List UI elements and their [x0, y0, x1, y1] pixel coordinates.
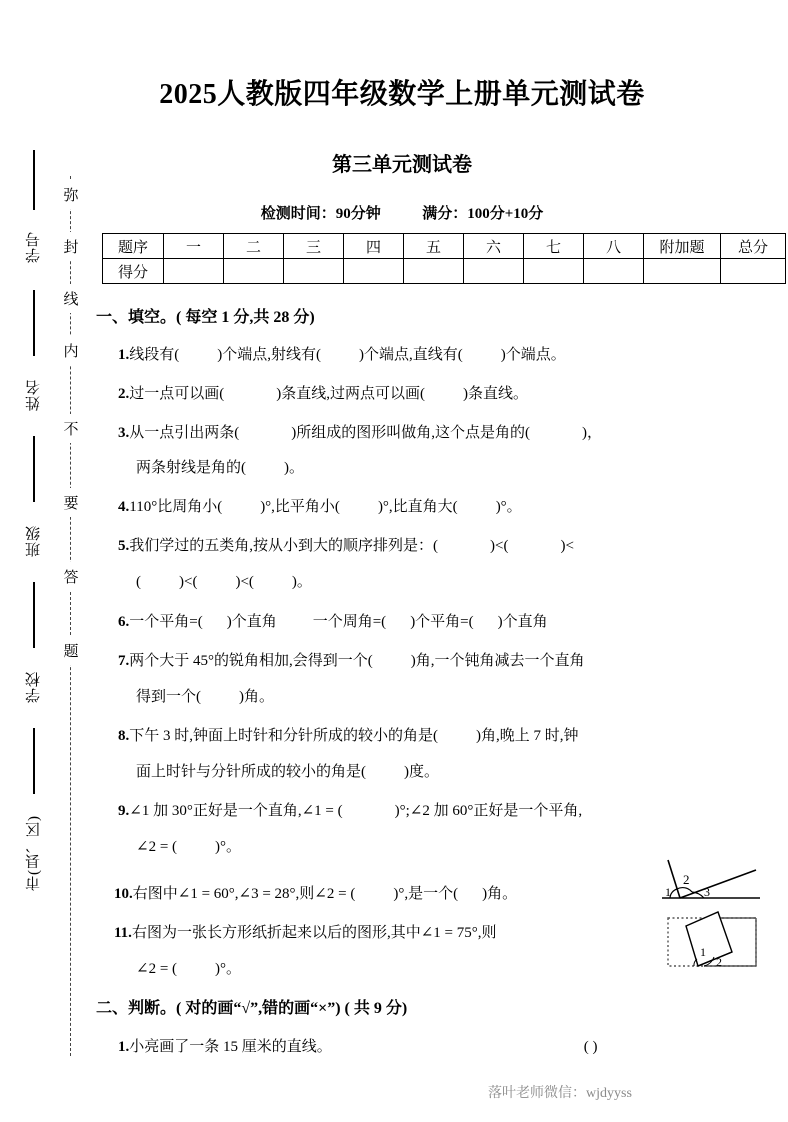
question-1	[118, 343, 566, 364]
question-text: )度。	[404, 764, 439, 780]
exam-time-label: 检测时间：90分钟	[260, 206, 381, 222]
seal-char: 不	[57, 414, 85, 443]
score-cell[interactable]	[224, 259, 284, 284]
question-7-line1	[118, 649, 585, 670]
section-heading-fill-in-blank: 一、填空。( 每空 1 分,共 28 分)	[96, 309, 315, 326]
section-heading-true-false: 二、判断。( 对的画“√”,错的画“×”) ( 共 9 分)	[96, 1000, 408, 1017]
question-number: 9.	[118, 803, 130, 819]
page-subtitle: 第三单元测试卷	[332, 154, 472, 176]
question-text: 下午 3 时,钟面上时针和分针所成的较小的角是(	[129, 728, 438, 744]
answer-bracket[interactable]: ( )	[583, 1039, 598, 1055]
question-text: )角,晚上 7 时,钟	[476, 728, 579, 744]
question-number: 11.	[114, 925, 132, 941]
question-text: )°,比直角大(	[377, 499, 458, 515]
seal-rule	[33, 150, 35, 210]
score-row-label: 题序	[103, 234, 164, 259]
score-col-header: 四	[344, 234, 404, 259]
seal-char: 线	[57, 284, 85, 313]
seal-rule	[33, 436, 35, 502]
question-text: 两个大于 45°的锐角相加,会得到一个(	[129, 653, 373, 669]
table-row	[103, 259, 786, 284]
question-11-line2	[136, 957, 241, 978]
seal-label-city-district: 市(县、区)	[26, 815, 42, 891]
question-text: )。	[284, 460, 304, 476]
question-text: )个端点,射线有(	[217, 347, 321, 363]
seal-field-labels	[14, 150, 54, 1050]
question-number: 1.	[118, 1039, 130, 1055]
seal-margin	[0, 0, 92, 1122]
question-text: )所组成的图形叫做角,这个点是角的(	[291, 425, 530, 441]
question-text: )<(	[235, 574, 254, 590]
question-number: 7.	[118, 653, 130, 669]
seal-char: 内	[57, 336, 85, 365]
question-text: )个直角	[226, 614, 277, 630]
score-table	[102, 233, 786, 284]
score-col-header: 总分	[721, 234, 786, 259]
seal-warning-text	[57, 176, 85, 1056]
score-cell[interactable]	[164, 259, 224, 284]
question-text: 我们学过的五类角,按从小到大的顺序排列是：(	[129, 538, 438, 554]
question-text: )条直线。	[463, 386, 528, 402]
seal-rule	[33, 728, 35, 794]
question-text: )<(	[179, 574, 198, 590]
exam-meta	[92, 202, 712, 223]
question-3-line1	[118, 421, 602, 442]
question-text: )角。	[239, 689, 274, 705]
section2-question-1	[118, 1035, 738, 1056]
seal-label-class: 班级	[26, 525, 42, 557]
question-4	[118, 495, 522, 516]
seal-label-student-id: 学号	[26, 231, 42, 263]
question-9-line1	[118, 799, 582, 820]
score-cell[interactable]	[524, 259, 584, 284]
question-number: 1.	[118, 347, 130, 363]
question-number: 8.	[118, 728, 130, 744]
question-number: 6.	[118, 614, 130, 630]
question-text: )<	[560, 538, 574, 554]
question-text: )°。	[215, 961, 242, 977]
question-text: 110°比周角小(	[129, 499, 223, 515]
question-text: 面上时针与分针所成的较小的角是(	[136, 764, 366, 780]
question-2	[118, 382, 528, 403]
question-text: )°;∠2 加 60°正好是一个平角,	[394, 803, 583, 819]
question-9-line2	[136, 835, 241, 856]
score-col-header: 六	[464, 234, 524, 259]
question-10	[114, 882, 517, 903]
score-col-header: 八	[584, 234, 644, 259]
seal-char: 答	[57, 562, 85, 591]
question-text: 得到一个(	[136, 689, 201, 705]
seal-char: 封	[57, 232, 85, 261]
seal-label-name: 姓名	[26, 379, 42, 411]
question-number: 3.	[118, 425, 130, 441]
question-text: )条直线,过两点可以画(	[276, 386, 425, 402]
score-cell[interactable]	[721, 259, 786, 284]
question-text: (	[136, 574, 141, 590]
question-text: 一个平角=(	[129, 614, 203, 630]
score-cell[interactable]	[584, 259, 644, 284]
question-text: )角,一个钝角减去一个直角	[410, 653, 585, 669]
question-text: )个平角=(	[410, 614, 474, 630]
exam-score-label: 满分：100分+10分	[422, 206, 544, 222]
seal-rule	[33, 582, 35, 648]
score-cell[interactable]	[404, 259, 464, 284]
question-3-line2	[136, 456, 304, 477]
question-text: ∠2 = (	[136, 961, 178, 977]
question-text: 过一点可以画(	[129, 386, 225, 402]
question-text: )个直角	[497, 614, 548, 630]
folded-paper-figure	[664, 908, 764, 972]
score-col-header: 七	[524, 234, 584, 259]
question-8-line2	[136, 760, 439, 781]
angle-label-3: 3	[704, 885, 710, 899]
question-text: 从一点引出两条(	[129, 425, 240, 441]
seal-char: 弥	[57, 180, 85, 209]
score-col-header: 三	[284, 234, 344, 259]
question-text: 一个周角=(	[312, 614, 387, 630]
question-text: )个端点。	[500, 347, 566, 363]
angle-diagram-figure	[660, 858, 764, 906]
question-text: 小亮画了一条 15 厘米的直线。	[129, 1039, 332, 1055]
question-8-line1	[118, 724, 579, 745]
score-cell[interactable]	[284, 259, 344, 284]
question-number: 10.	[114, 886, 133, 902]
question-text: )个端点,直线有(	[359, 347, 463, 363]
score-col-header: 附加题	[644, 234, 721, 259]
question-text: )角。	[482, 886, 518, 902]
angle-label-2: 2	[683, 872, 690, 887]
fold-label-2: 2	[716, 955, 722, 969]
question-text: )°,比平角小(	[260, 499, 340, 515]
score-cell[interactable]	[464, 259, 524, 284]
footer-watermark: 落叶老师微信：wjdyyss	[488, 1086, 632, 1101]
question-text: )°。	[215, 839, 242, 855]
score-col-header: 一	[164, 234, 224, 259]
question-text: )<(	[490, 538, 509, 554]
question-text: )。	[291, 574, 312, 590]
question-5-line1	[118, 534, 574, 555]
score-col-header: 二	[224, 234, 284, 259]
page-title: 2025人教版四年级数学上册单元测试卷	[159, 79, 645, 110]
question-7-line2	[136, 685, 274, 706]
table-row	[103, 234, 786, 259]
fold-label-1: 1	[700, 945, 706, 959]
question-text: 右图中∠1 = 60°,∠3 = 28°,则∠2 = (	[132, 886, 356, 902]
question-text: 线段有(	[129, 347, 180, 363]
seal-char: 要	[57, 488, 85, 517]
score-col-header: 五	[404, 234, 464, 259]
question-text: ∠2 = (	[136, 839, 178, 855]
question-5-line2	[136, 570, 312, 591]
seal-label-school: 学校	[26, 671, 42, 703]
question-number: 2.	[118, 386, 130, 402]
exam-paper	[92, 0, 788, 1122]
question-text: 右图为一张长方形纸折起来以后的图形,其中∠1 = 75°,则	[131, 925, 497, 941]
question-text: )，	[582, 425, 602, 441]
score-row-label: 得分	[103, 259, 164, 284]
question-6	[118, 610, 548, 631]
question-text: )°。	[495, 499, 522, 515]
question-text: ∠1 加 30°正好是一个直角,∠1 = (	[129, 803, 343, 819]
question-number: 4.	[118, 499, 130, 515]
question-11-line1	[114, 921, 496, 942]
score-cell[interactable]	[644, 259, 721, 284]
score-cell[interactable]	[344, 259, 404, 284]
angle-label-1: 1	[665, 885, 671, 899]
question-number: 5.	[118, 538, 130, 554]
question-text: )°,是一个(	[393, 886, 459, 902]
seal-char: 题	[57, 636, 85, 665]
question-text: 两条射线是角的(	[136, 460, 246, 476]
seal-rule	[33, 290, 35, 356]
